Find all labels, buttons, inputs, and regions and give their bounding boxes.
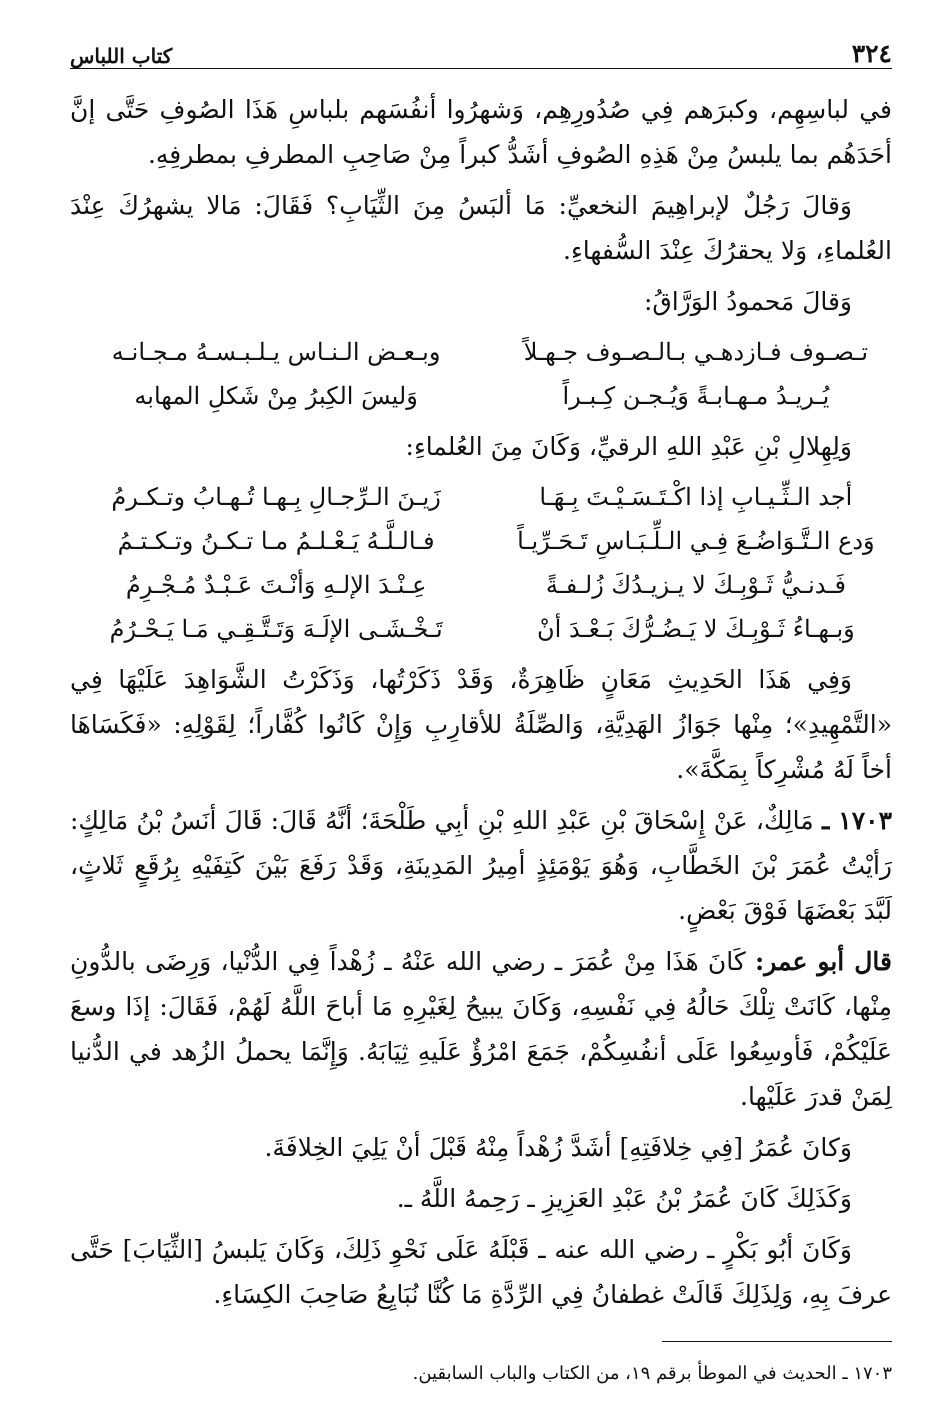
- paragraph: في لباسِهِم، وكبرَهم فِي صُدُورِهِم، وَشهرُوا أنفُسَهم بلباسِ هَذَا الصُوفِ حَتَّى إنَّ أحَدَهُم بما يلبسُ مِنْ هَذِهِ الصُوفِ أشَدُّ كبراً مِنْ صَاحِبِ المطرفِ بمطرفِهِ.: [70, 95, 892, 169]
- verse-second-hemistich: وَليسَ الكِبرُ مِنْ شَكلِ المهابه: [134, 382, 418, 410]
- footnote-separator: [662, 1341, 892, 1342]
- commentary-lead: قال أبو عمر:: [755, 947, 892, 976]
- verse-line: [70, 519, 892, 563]
- paragraph: وَكانَ عُمَرُ [فِي خِلافَتِهِ] أشَدَّ زُهْداً مِنْهُ قَبْلَ أنْ يَلِيَ الخِلافَةَ.: [264, 1133, 852, 1162]
- document-page: [70, 28, 892, 1406]
- verse-second-hemistich: فـالـلَّـهُ يَـعْـلـمُ مـا تـكـنُ وتـكـتـمُ: [117, 527, 435, 555]
- verse-first-hemistich: تـصـوف فـازدهـي بـالـصـوف جـهـلاً: [523, 338, 869, 366]
- page-header: [70, 28, 892, 69]
- verse-first-hemistich: وَبـهـاءُ ثَـوْبِـكَ لا يَـضُـرُّكَ بَـعْـدَ أنْ: [537, 615, 855, 643]
- verse-line: [70, 607, 892, 651]
- page-number: ٣٢٤: [851, 39, 892, 68]
- verse-first-hemistich: أجد الـثِّـيـابِ إذا اكْـتَـسَـيْـتَ بِـهَـا: [539, 483, 853, 511]
- book-title: كتاب اللباس: [70, 44, 173, 68]
- verse-first-hemistich: فَـدنـيُّ ثَـوْبِـكَ لا يـزيـدُكَ زُلـفـةً: [545, 571, 846, 599]
- verse-line: [70, 475, 892, 519]
- verse-second-hemistich: زَيـنَ الـرِّجـالِ بِـهـا تُـهـابُ وتـكـرمُ: [111, 483, 441, 511]
- paragraph: وَكَذَلِكَ كَانَ عُمَرُ بْنُ عَبْدِ العَزِيزِ ـ رَحِمهُ اللَّهُ ـ.: [396, 1184, 852, 1213]
- verse-line: [70, 563, 892, 607]
- footnote: ١٧٠٣ ـ الحديث في الموطأ برقم ١٩، من الكتاب والباب السابقين.: [412, 1363, 892, 1384]
- verse-second-hemistich: وبـعـض الـنـاس يـلـبـسـهُ مـجـانـه: [111, 338, 441, 366]
- paragraph: وَكَانَ أبُو بَكْرٍ ـ رضي الله عنه ـ قَبْلَهُ عَلَى نَحْوِ ذَلِكَ، وَكَانَ يَلبسُ [الثِّيَابَ] حَتَّى عرفَ بِهِ، وَلِذَلِكَ قَالَتْ غطفانُ فِي الرِّدَّةِ مَا كُنَّا نُبَايِعُ صَاحِبَ الكِسَاءِ.: [70, 1235, 892, 1309]
- paragraph: وَقالَ رَجُلٌ لإبراهِيمَ النخعيِّ: مَا ألبَسُ مِنَ الثِّيَابِ؟ فَقَالَ: مَالا يشهرُكَ عِنْدَ العُلماءِ، وَلا يحقرُكَ عِنْدَ السُّفهاءِ.: [70, 191, 892, 265]
- hadith-paragraph: [70, 798, 892, 933]
- paragraph: وَفِي هَذَا الحَدِيثِ مَعَانٍ ظَاهِرَةٌ، وَقَدْ ذَكَرْتُها، وَذَكَرْتُ الشَّوَاهِدَ عَلَيْهَا فِي «التَّمْهِيدِ»؛ مِنْها جَوَازُ الهَدِيَّةِ، وَالصِّلَةُ للأقارِبِ وَإِنْ كَانُوا كُفَّاراً؛ لِقَوْلِهِ: «فَكَسَاهَا أخاً لَهُ مُشْرِكاً بِمَكَّةَ».: [70, 665, 892, 784]
- verse-line: [70, 330, 892, 374]
- poem-hilal: [70, 475, 892, 651]
- paragraph: وَلِهِلالِ بْنِ عَبْدِ اللهِ الرقيِّ، وَكَانَ مِنَ العُلماءِ:: [405, 432, 852, 461]
- verse-first-hemistich: وَدع الـتَّـوَاضُـعَ فِـي الـلِّـبَـاسِ تَـحَـرِّيـاً: [517, 527, 875, 555]
- paragraph: وَقالَ مَحمودُ الوَرَّاقُ:: [643, 287, 852, 316]
- verse-second-hemistich: عِـنْـدَ الإلـهِ وَأنْـتَ عَـبْـدٌ مُـجْـرِمُ: [125, 571, 427, 599]
- hadith-number: ١٧٠٣ ـ: [821, 806, 892, 835]
- commentary-paragraph: [70, 939, 892, 1119]
- poem-mahmud: [70, 330, 892, 418]
- verse-second-hemistich: تَـخْـشَـى الإلَـهَ وَتَـتَّـقِـي مَـا يَـحْـرُمُ: [109, 615, 443, 643]
- hadith-text: مَالِكٌ، عَنْ إِسْحَاقَ بْنِ عَبْدِ اللهِ بْنِ أبِي طَلْحَةَ؛ أنَّهُ قَالَ: قَالَ أنَسُ بْنُ مَالِكٍ: رَأيْتُ عُمَرَ بْنَ الخَطَّابِ، وَهُوَ يَوْمَئِذٍ أمِيرُ المَدِينَةِ، وَقَدْ رَفَعَ بَيْنَ كَتِفَيْهِ بِرُقَعٍ ثَلاثٍ، لَبَّدَ بَعْضَهَا فَوْقَ بَعْضٍ.: [70, 806, 892, 925]
- verse-line: [70, 374, 892, 418]
- commentary-text: كَانَ هَذَا مِنْ عُمَرَ ـ رضي الله عَنْهُ ـ زُهْداً فِي الدُّنْيا، وَرِضَى بالدُّونِ مِنْها، كَانَتْ تِلْكَ حَالُهُ فِي نَفْسِهِ، وَكَانَ يبيحُ لِغَيْرِهِ مَا أباحَ اللَّهُ لَهُمْ، فَقَالَ: إذَا وسعَ عَلَيْكُمْ، فَأوسِعُوا عَلَى أنفُسِكُمْ، جَمَعَ امْرُؤٌ عَلَيهِ ثِيَابَهُ. وَإِنَّمَا يحملُ الزُهد في الدُّنيا لِمَنْ قدرَ عَلَيْها.: [70, 947, 892, 1111]
- verse-first-hemistich: يُـريـدُ مـهـابـةً وَيُـجـن كِـبـراً: [562, 382, 830, 410]
